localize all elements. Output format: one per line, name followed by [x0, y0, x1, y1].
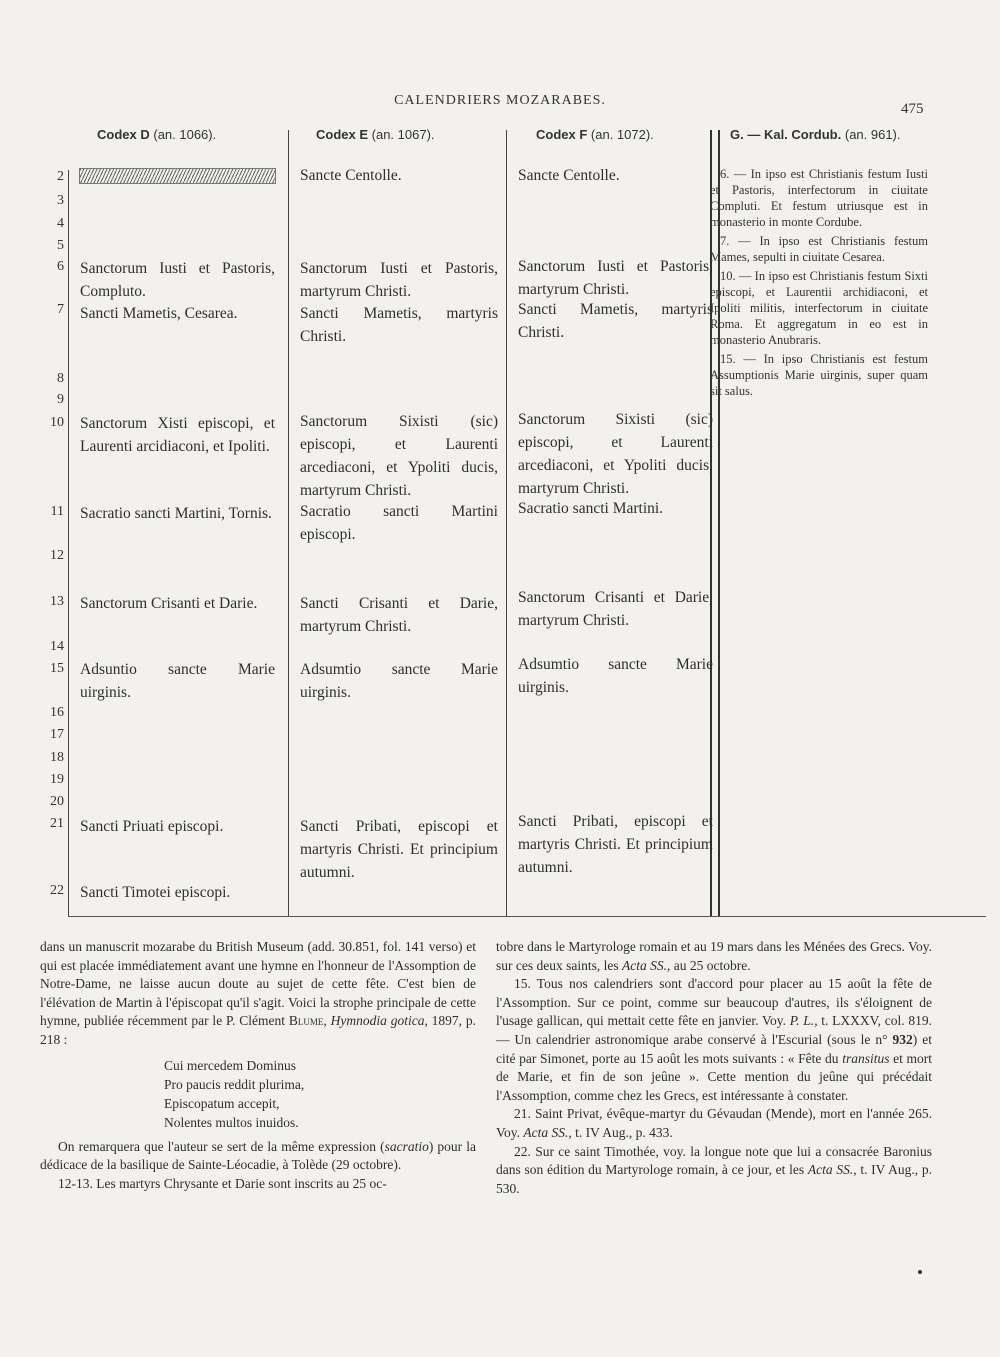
- cordoba-entry: 7. — In ipso est Christianis festum Mames, sepulti in ciuitate Cesarea.: [710, 234, 928, 264]
- codex-e-entry: Sancti Pribati, episcopi et martyris Christi. Et principium autumni.: [300, 818, 498, 881]
- day-number: 2: [57, 169, 64, 184]
- day-number: 20: [50, 794, 64, 809]
- cordoba-entry: 15. — In ipso Christianis est festum Assumptionis Marie uirginis, super quam sit salus.: [710, 352, 928, 398]
- codex-e-entry: Sanctorum Iusti et Pastoris, martyrum Christi.: [300, 260, 498, 300]
- codex-f-entry: Sanctorum Crisanti et Darie, martyrum Christi.: [518, 589, 713, 629]
- day-number: 19: [50, 772, 64, 787]
- codex-f-entry: Sacratio sancti Martini.: [518, 500, 664, 517]
- rule-col-e: [506, 130, 507, 916]
- calendar-table: [40, 122, 940, 917]
- day-number: 6: [57, 259, 64, 274]
- note-paragraph: 21. Saint Privat, évêque-martyr du Gévaudan (Mende), mort en l'année 265. Voy. Acta SS., t. IV Aug., p. 433.: [496, 1106, 932, 1140]
- day-number: 3: [57, 193, 64, 208]
- hymn-line: Cui mercedem Dominus: [164, 1057, 296, 1073]
- hymn-strophe: [164, 1056, 476, 1132]
- day-number: 14: [50, 639, 64, 654]
- note-paragraph: tobre dans le Martyrologe romain et au 19 mars dans les Ménées des Grecs. Voy. sur ces deux saints, les Acta SS., au 25 octobre.: [496, 939, 932, 973]
- day-number: 5: [57, 238, 64, 253]
- cordoba-entry: 6. — In ipso est Christianis festum Iusti et Pastoris, interfectorum in ciuitate Compluti. Et festum utriusque est in monasterio in monte Cordube.: [710, 167, 928, 229]
- note-paragraph: 12-13. Les martyrs Chrysante et Darie sont inscrits au 25 oc-: [58, 1175, 387, 1191]
- codex-d-entry: Adsuntio sancte Marie uirginis.: [80, 661, 275, 701]
- codex-e-entry: Sanctorum Sixisti (sic) episcopi, et Laurenti arcediaconi, et Ypoliti ducis, martyrum Christi.: [300, 413, 498, 499]
- codex-f-entry: Sanctorum Sixisti (sic) episcopi, et Laurenti arcediaconi, et Ypoliti ducis, martyrum Christi.: [518, 411, 713, 497]
- codex-e-entry: Sancti Mametis, martyris Christi.: [300, 305, 498, 345]
- cordoba-entry: 10. — In ipso est Christianis festum Sixti episcopi, et Laurentii archidiaconi, et Ipoliti militis, interfectorum in ciuitate Roma. Et aggregatum in eo est in monasterio Anubraris.: [710, 269, 928, 347]
- codex-f-entry: Sancti Pribati, episcopi et martyris Christi. Et principium autumni.: [518, 813, 713, 876]
- day-number: 12: [50, 548, 64, 563]
- note-paragraph: dans un manuscrit mozarabe du British Museum (add. 30.851, fol. 141 verso) et qui est placée immédiatement avant une hymne en l'honneur de l'Assomption de Notre-Dame, ne laisse aucun doute au sujet de cette fête. C'est bien de l'élévation de Martin à l'épiscopat qu'il s'agit. Voici la strophe principale de cette hymne, publiée récemment par le P. Clément Blume, Hymnodia gotica, 1897, p. 218 :: [40, 939, 477, 1047]
- day-number: 13: [50, 594, 64, 609]
- day-number: 22: [50, 883, 64, 898]
- day-number: 11: [50, 504, 64, 519]
- notes-left-column: [40, 938, 476, 1193]
- page-mark: [918, 1270, 922, 1274]
- notes-right-column: [496, 938, 932, 1198]
- page-number: 475: [901, 101, 924, 117]
- day-number: 4: [57, 216, 64, 231]
- column-head-f: Codex F (an. 1072).: [536, 127, 654, 142]
- day-number: 17: [50, 727, 64, 742]
- day-number: 9: [57, 392, 64, 407]
- codex-d-entry: Sacratio sancti Martini, Tornis.: [80, 505, 272, 522]
- codex-d-entry: Sancti Timotei episcopi.: [80, 884, 231, 901]
- day-number: 8: [57, 371, 64, 386]
- codex-f-entry: Sanctorum Iusti et Pastoris, martyrum Christi.: [518, 258, 713, 298]
- note-paragraph: 22. Sur ce saint Timothée, voy. la longue note que lui a consacrée Baronius dans son édition du Martyrologe romain, à ce jour, et les Acta SS., t. IV Aug., p. 530.: [496, 1143, 932, 1196]
- hymn-line: Nolentes multos inuidos.: [164, 1114, 299, 1130]
- cordoba-calendar-column: [710, 166, 928, 402]
- column-head-e: Codex E (an. 1067).: [316, 127, 435, 142]
- codex-e-entry: Adsumtio sancte Marie uirginis.: [300, 661, 498, 701]
- hatched-lacuna: [79, 168, 276, 184]
- day-number: 10: [50, 415, 64, 430]
- table-bottom-rule: [68, 916, 986, 917]
- codex-f-entry: Sancti Mametis, martyris Christi.: [518, 301, 713, 341]
- column-head-g: G. — Kal. Cordub. (an. 961).: [730, 127, 901, 142]
- column-head-d: Codex D (an. 1066).: [97, 127, 217, 142]
- codex-e-entry: Sancte Centolle.: [300, 167, 402, 184]
- rule-day-column: [68, 170, 69, 916]
- codex-f-entry: Adsumtio sancte Marie uirginis.: [518, 656, 713, 696]
- day-number: 18: [50, 750, 64, 765]
- codex-e-entry: Sancti Crisanti et Darie, martyrum Christi.: [300, 595, 498, 635]
- codex-d-entry: Sancti Priuati episcopi.: [80, 818, 224, 835]
- note-paragraph: 15. Tous nos calendriers sont d'accord pour placer au 15 août la fête de l'Assomption. Sur ce point, comme sur beaucoup d'autres, ils s'éloignent de l'usage gallican, qui mettait cette fête en janvier. Voy. P. L., t. LXXXV, col. 819. — Un calendrier astronomique arabe conservé à l'Escurial (sous le n° 932) et cité par Simonet, porte au 15 août les mots suivants : « Fête du transitus et mort de Marie, et fin de son jeûne ». Cette mention du jeûne qui précédait l'Assomption, comme chez les Grecs, est intéressante à constater.: [496, 976, 932, 1103]
- codex-f-entry: Sancte Centolle.: [518, 167, 620, 184]
- codex-d-entry: Sanctorum Xisti episcopi, et Laurenti arcidiaconi, et Ipoliti.: [80, 415, 275, 455]
- hymn-line: Pro paucis reddit plurima,: [164, 1076, 305, 1092]
- day-number: 16: [50, 705, 64, 720]
- codex-d-entry: Sanctorum Iusti et Pastoris, Compluto.: [80, 260, 275, 300]
- note-paragraph: On remarquera que l'auteur se sert de la même expression (sacratio) pour la dédicace de la basilique de Sainte-Léocadie, à Tolède (29 octobre).: [40, 1138, 476, 1173]
- codex-e-entry: Sacratio sancti Martini episcopi.: [300, 503, 498, 543]
- day-number: 7: [57, 302, 64, 317]
- codex-d-entry: Sanctorum Crisanti et Darie.: [80, 595, 258, 612]
- hymn-line: Episcopatum accepit,: [164, 1095, 280, 1111]
- codex-d-entry: Sancti Mametis, Cesarea.: [80, 305, 238, 322]
- day-number: 15: [50, 661, 64, 676]
- running-title: CALENDRIERS MOZARABES.: [394, 93, 606, 108]
- rule-col-d: [288, 130, 289, 916]
- day-number: 21: [50, 816, 64, 831]
